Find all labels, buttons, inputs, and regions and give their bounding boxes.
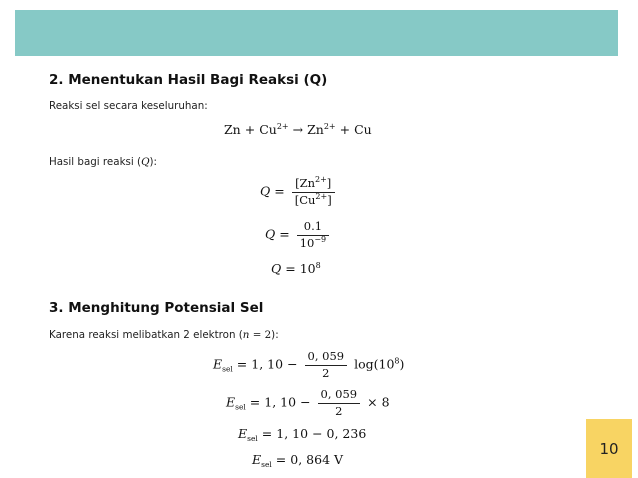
page-number-badge — [586, 419, 632, 478]
nernst-equation-step-2: $E_{sel} = 1$, 10 − $\frac{0, 059}{2}$ × 8 — [226, 387, 390, 418]
nernst-equation-step-1: $E_{sel} = 1$, 10 − $\frac{0, 059}{2}$ $\log(10^8)$ — [213, 349, 405, 380]
quotient-equation-values: Q = $\frac{0.1}{10^{-9}}$ — [265, 221, 332, 249]
page-number: 10 — [599, 439, 619, 458]
nernst-equation-step-3: $E_{sel} = 1$, 10 − 0, 236 — [238, 426, 367, 443]
section-2-heading: 2. Menentukan Hasil Bagi Reaksi (Q) — [49, 72, 328, 88]
quotient-equation-concentrations: Q = $\frac{[Zn^{2+}]}{[Cu^{2+}]}$ — [260, 178, 338, 206]
overall-reaction-equation: $Zn + Cu^{2+} \to Zn^{2+} + Cu$ — [224, 122, 372, 137]
reaction-quotient-label: Hasil bagi reaksi (Q): — [49, 156, 158, 168]
header-band — [15, 10, 618, 56]
section-3-heading: 3. Menghitung Potensial Sel — [49, 300, 264, 316]
section-3-intro: Karena reaksi melibatkan 2 elektron (n = 2): — [49, 329, 279, 341]
quotient-equation-result: $Q = 10^8$ — [271, 261, 321, 276]
section-2-intro: Reaksi sel secara keseluruhan: — [49, 100, 208, 112]
cell-potential-result: $E_{sel} = 0$, 864 V — [252, 452, 344, 469]
